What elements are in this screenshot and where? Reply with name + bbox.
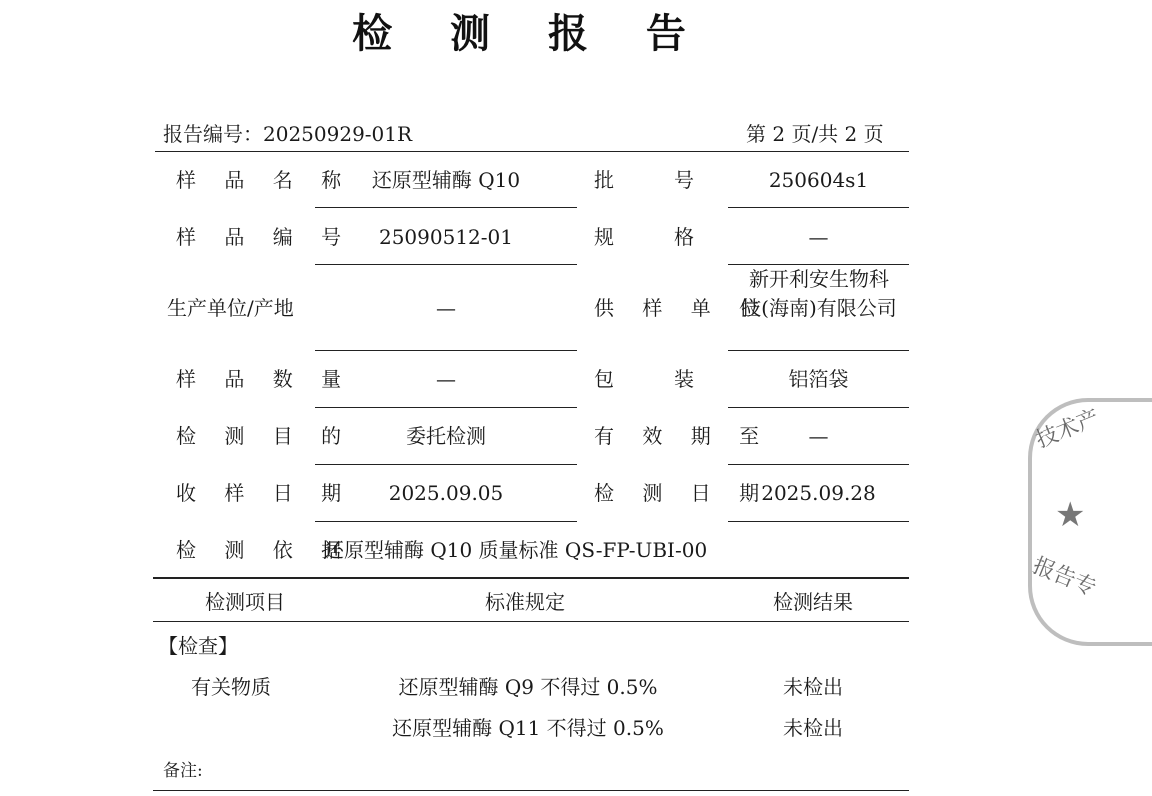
result-standard: 还原型辅酶 Q9 不得过 0.5% (398, 675, 658, 699)
batch-value: 250604s1 (768, 168, 869, 192)
underline (728, 350, 909, 351)
remarks-label: 备注: (163, 761, 203, 781)
header-divider (155, 151, 909, 152)
underline (728, 521, 909, 522)
packaging-value: 铝箔袋 (788, 367, 849, 391)
col-header-item: 检测项目 (205, 590, 285, 614)
sample-qty-label: 样 品 数 量 (176, 367, 353, 391)
manufacturer-value: — (436, 296, 456, 320)
stamp-star-icon: ★ (1055, 495, 1086, 535)
purpose-value: 委托检测 (406, 424, 486, 448)
underline (728, 407, 909, 408)
section-heading: 【检查】 (158, 634, 238, 658)
stamp-text-top: 技术产 (1032, 405, 1104, 454)
underline (315, 464, 577, 465)
sample-qty-value: — (436, 367, 456, 391)
underline (315, 521, 577, 522)
col-header-standard: 标准规定 (485, 590, 565, 614)
received-date-value: 2025.09.05 (388, 481, 504, 505)
page-info: 第 2 页/共 2 页 (746, 122, 884, 146)
underline (728, 464, 909, 465)
underline (728, 207, 909, 208)
table-header-rule (153, 621, 909, 622)
result-item: 有关物质 (191, 675, 271, 699)
underline (315, 207, 577, 208)
basis-value: 还原型辅酶 Q10 质量标准 QS-FP-UBI-00 (324, 538, 708, 562)
expiry-value: — (808, 424, 829, 448)
batch-label: 批 号 (594, 168, 694, 192)
report-title: 检 测 报 告 (352, 10, 708, 57)
test-date-label: 检 测 日 期 (594, 481, 771, 505)
manufacturer-label: 生产单位/产地 (167, 296, 294, 320)
test-date-value: 2025.09.28 (761, 481, 876, 505)
report-number: 报告编号：20250929-01R (163, 122, 413, 146)
stamp-text-bottom: 报告专 (1028, 553, 1100, 602)
result-value: 未检出 (783, 716, 843, 740)
sample-id-value: 25090512-01 (378, 225, 513, 249)
spec-label: 规 格 (594, 225, 694, 249)
packaging-label: 包 装 (594, 367, 694, 391)
supplier-label: 供 样 单 位 (594, 296, 771, 320)
sample-name-value: 还原型辅酶 Q10 (371, 168, 521, 192)
table-top-rule (153, 577, 909, 579)
result-standard: 还原型辅酶 Q11 不得过 0.5% (392, 716, 664, 740)
underline (315, 350, 577, 351)
supplier-value: 新开利安生物科技(海南)有限公司 (741, 267, 897, 320)
expiry-label: 有 效 期 至 (594, 424, 771, 448)
sample-name-label: 样 品 名 称 (176, 168, 353, 192)
sample-id-label: 样 品 编 号 (176, 225, 353, 249)
received-date-label: 收 样 日 期 (176, 481, 353, 505)
underline (315, 264, 577, 265)
underline (315, 407, 577, 408)
result-value: 未检出 (783, 675, 843, 699)
table-bottom-rule (153, 790, 909, 791)
spec-value: — (808, 225, 829, 249)
basis-label: 检 测 依 据 (176, 538, 353, 562)
col-header-result: 检测结果 (773, 590, 853, 614)
purpose-label: 检 测 目 的 (176, 424, 353, 448)
